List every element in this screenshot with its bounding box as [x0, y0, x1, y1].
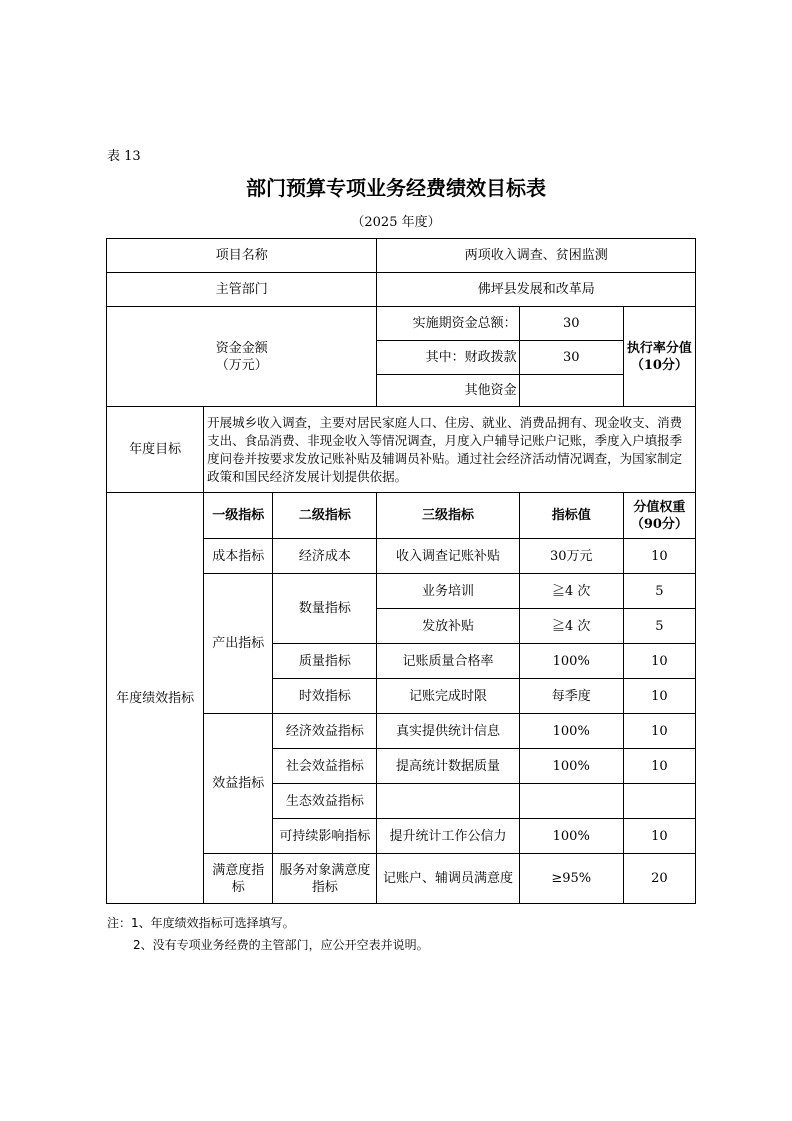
header-level3: 三级指标	[377, 493, 519, 539]
cost-level3: 收入调查记账补贴	[377, 539, 519, 574]
execution-rate-label: 执行率分值（10分）	[623, 307, 695, 407]
footnote-1: 注：1、年度绩效指标可选择填写。	[107, 916, 295, 930]
social-level3: 提高统计数据质量	[377, 749, 519, 784]
quantity-level2: 数量指标	[273, 574, 377, 644]
timeliness-level2: 时效指标	[273, 679, 377, 714]
table-number: 表 13	[107, 149, 141, 164]
fund-amount-label: 资金金额 （万元）	[107, 307, 377, 407]
quality-weight: 10	[623, 644, 695, 679]
annual-goal-label: 年度目标	[107, 407, 204, 493]
training-value: ≧4 次	[519, 574, 623, 609]
satisfaction-value: ≥95%	[519, 854, 623, 904]
ecological-level2: 生态效益指标	[273, 784, 377, 819]
quality-level2: 质量指标	[273, 644, 377, 679]
output-level1: 产出指标	[204, 574, 273, 714]
project-name-label: 项目名称	[107, 239, 377, 273]
header-weight: 分值权重（90分）	[623, 493, 695, 539]
project-name-value: 两项收入调查、贫困监测	[377, 239, 696, 273]
quality-level3: 记账质量合格率	[377, 644, 519, 679]
department-value: 佛坪县发展和改革局	[377, 273, 696, 307]
benefit-level1: 效益指标	[204, 714, 273, 854]
header-level2: 二级指标	[273, 493, 377, 539]
performance-target-table	[106, 238, 696, 904]
timeliness-value: 每季度	[519, 679, 623, 714]
satisfaction-level1: 满意度指标	[204, 854, 273, 904]
fund-total-value: 30	[519, 307, 623, 341]
social-weight: 10	[623, 749, 695, 784]
sustainable-level3: 提升统计工作公信力	[377, 819, 519, 854]
quality-value: 100%	[519, 644, 623, 679]
sustainable-level2: 可持续影响指标	[273, 819, 377, 854]
economic-level2: 经济效益指标	[273, 714, 377, 749]
fund-other-label: 其他资金	[377, 375, 519, 407]
cost-value: 30万元	[519, 539, 623, 574]
economic-weight: 10	[623, 714, 695, 749]
indicator-section-label: 年度绩效指标	[107, 493, 204, 904]
fund-fiscal-value: 30	[519, 341, 623, 375]
timeliness-weight: 10	[623, 679, 695, 714]
training-level3: 业务培训	[377, 574, 519, 609]
sustainable-value: 100%	[519, 819, 623, 854]
fund-fiscal-label: 其中：财政拨款	[377, 341, 519, 375]
header-value: 指标值	[519, 493, 623, 539]
social-level2: 社会效益指标	[273, 749, 377, 784]
satisfaction-level3: 记账户、辅调员满意度	[377, 854, 519, 904]
training-weight: 5	[623, 574, 695, 609]
page-title: 部门预算专项业务经费绩效目标表	[246, 176, 546, 200]
ecological-weight	[623, 784, 695, 819]
department-label: 主管部门	[107, 273, 377, 307]
satisfaction-level2: 服务对象满意度指标	[273, 854, 377, 904]
budget-year: （2025 年度）	[351, 215, 441, 230]
subsidy-weight: 5	[623, 609, 695, 644]
subsidy-value: ≧4 次	[519, 609, 623, 644]
fund-other-value	[519, 375, 623, 407]
ecological-level3	[377, 784, 519, 819]
cost-weight: 10	[623, 539, 695, 574]
social-value: 100%	[519, 749, 623, 784]
cost-level1: 成本指标	[204, 539, 273, 574]
ecological-value	[519, 784, 623, 819]
cost-level2: 经济成本	[273, 539, 377, 574]
fund-total-label: 实施期资金总额：	[377, 307, 519, 341]
footnote-2: 2、没有专项业务经费的主管部门，应公开空表并说明。	[133, 938, 429, 952]
satisfaction-weight: 20	[623, 854, 695, 904]
sustainable-weight: 10	[623, 819, 695, 854]
subsidy-level3: 发放补贴	[377, 609, 519, 644]
economic-level3: 真实提供统计信息	[377, 714, 519, 749]
timeliness-level3: 记账完成时限	[377, 679, 519, 714]
header-level1: 一级指标	[204, 493, 273, 539]
annual-goal-text: 开展城乡收入调查，主要对居民家庭人口、住房、就业、消费品拥有、现金收支、消费支出、食品消费、非现金收入等情况调查，月度入户辅导记账户记账，季度入户填报季度问卷并按要求发放记账补贴及辅调员补贴。通过社会经济活动情况调查，为国家制定政策和国民经济发展计划提供依据。	[204, 407, 696, 493]
economic-value: 100%	[519, 714, 623, 749]
